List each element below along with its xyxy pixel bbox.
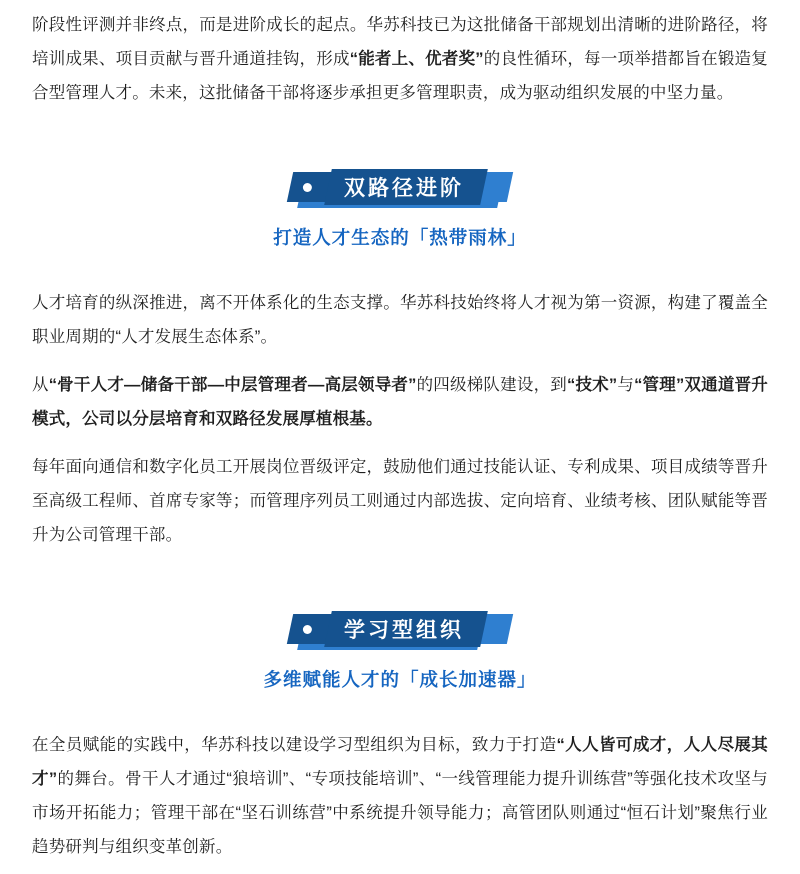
text-run: 与	[617, 376, 635, 394]
text-run-bold: 晋升模式，公司以分层培育和双路径发展厚植根基。	[32, 376, 768, 428]
section-title: 双路径进阶	[344, 177, 464, 200]
banner-title-block	[324, 611, 488, 647]
paragraph-dual-p2	[32, 368, 768, 436]
text-run-bold: “人人皆可成才，人人尽展其才”	[32, 736, 768, 788]
spacer	[32, 250, 768, 272]
spacer	[32, 714, 768, 728]
text-run: 在全员赋能的实践中，华苏科技以建设学习型组织为目标，致力于打造	[32, 736, 557, 754]
banner-graphic	[290, 608, 510, 650]
spacer	[32, 592, 768, 606]
text-run-bold: “管理”	[634, 376, 685, 394]
text-run: 人才培育的纵深推进，离不开体系化的生态支撑。华苏科技始终将人才视为第一资源，构建了覆盖全职业周期的“人才发展生态体系”。	[32, 294, 768, 346]
spacer	[32, 110, 768, 150]
text-run-bold: “骨干人才—储备干部—中层管理者—高层领导者”	[48, 376, 417, 394]
section-banner-learning-org	[32, 606, 768, 652]
spacer	[32, 552, 768, 592]
spacer	[32, 150, 768, 164]
spacer	[32, 436, 768, 450]
banner-title-block	[324, 169, 488, 205]
banner-graphic	[290, 166, 510, 208]
text-run: 从	[32, 376, 49, 394]
section-banner-dual-path	[32, 164, 768, 210]
text-run-bold: “能者上、优者奖”	[349, 50, 484, 68]
text-run: 的良性循环，每一项举措都旨在锻造复合型管理人才。未来，这批储备干部将逐步承担更多管理职责，成为驱动组织发展的中坚力量。	[32, 50, 768, 102]
text-run-bold: 双通道	[684, 376, 735, 394]
paragraph-dual-p1	[32, 286, 768, 354]
spacer	[32, 692, 768, 714]
paragraph-dual-p3	[32, 450, 768, 552]
text-run: 每年面向通信和数字化员工开展岗位晋级评定，鼓励他们通过技能认证、专利成果、项目成绩等晋升至高级工程师、首席专家等；而管理序列员工则通过内部选拔、定向培育、业绩考核、团队赋能等晋升为公司管理干部。	[32, 458, 768, 544]
section-subtitle-dual-path: 打造人才生态的「热带雨林」	[273, 227, 527, 248]
text-run: 阶段性评测并非终点，而是进阶成长的起点。华苏科技已为这批储备干部规划出清晰的进阶路径，将培训成果、项目贡献与晋升通道挂钩，形成	[32, 16, 768, 68]
text-run-bold: “技术”	[567, 376, 618, 394]
paragraph-intro	[32, 8, 768, 110]
section-title: 学习型组织	[344, 619, 464, 642]
text-run: 的舞台。骨干人才通过“狼培训”、“专项技能培训”、“一线管理能力提升训练营”等强化技术攻坚与市场开拓能力；管理干部在“坚石训练营”中系统提升领导能力；高管团队则通过“恒石计划”聚焦行业趋势研判与组织变革创新。	[32, 770, 768, 856]
section-subtitle-learning-org: 多维赋能人才的「成长加速器」	[263, 669, 537, 690]
text-run: 的四级梯队建设，到	[416, 376, 567, 394]
paragraph-learn-p1	[32, 728, 768, 864]
spacer	[32, 272, 768, 286]
spacer	[32, 354, 768, 368]
